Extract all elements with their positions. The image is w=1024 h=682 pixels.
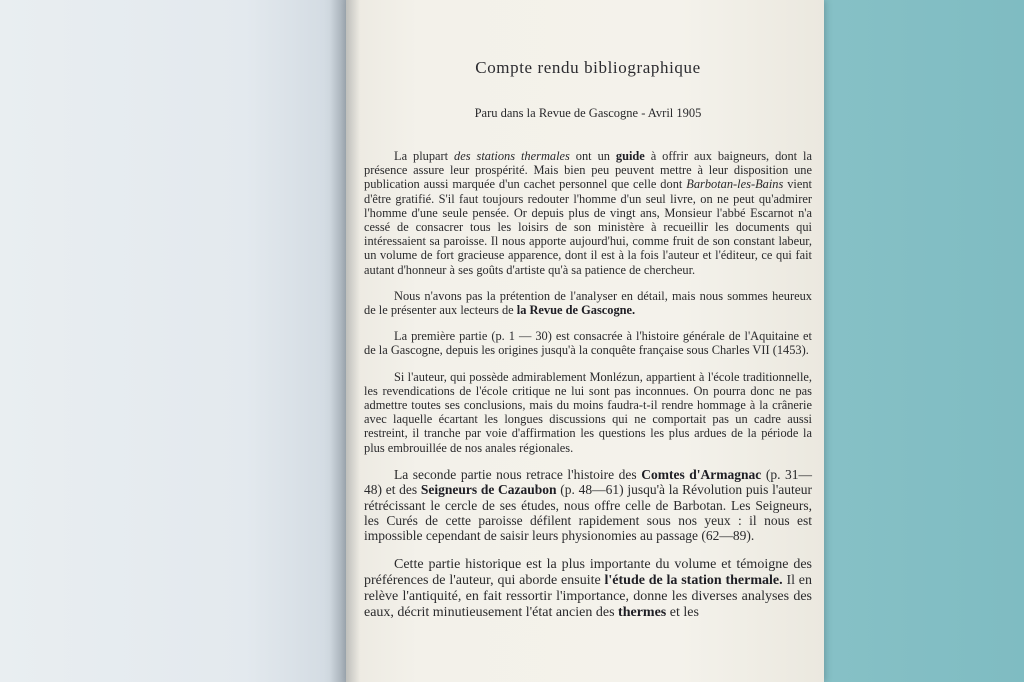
text-run: et les [666, 604, 699, 620]
text-run: (p. 31—48) et des [364, 466, 812, 498]
bold-text: thermes [618, 604, 667, 620]
paragraph-2 [364, 289, 812, 317]
paragraph-6 [364, 557, 812, 621]
paragraph-3 [364, 329, 812, 357]
page-text-block [364, 58, 812, 633]
book-gutter [330, 0, 360, 682]
page-title: Compte rendu bibliographique [475, 58, 701, 77]
left-page [0, 0, 352, 682]
text-run: Nous n'avons pas la prétention de l'analyser en détail, mais nous sommes heureux de le présenter aux lecteurs de [364, 288, 812, 318]
text-run: vient d'être gratifié. S'il faut toujours redouter l'homme d'un seul livre, on ne peut qu'admirer l'homme d'une seule pensée. Or depuis plus de vingt ans, Monsieur l'abbé Escarnot n'a cessé de consacrer tous les loisirs de son ministère à recueillir les documents qui intéressaient sa paroisse. Il nous apporte aujourd'hui, comme fruit de son constant labeur, un volume de fort gracieuse apparence, dont il est à la fois l'auteur et l'éditeur, ce qui fait autant d'honneur à ses goûts d'artiste qu'à sa patience de chercheur. [364, 177, 812, 277]
paragraph-1 [364, 149, 812, 277]
italic-text: Barbotan-les-Bains [686, 177, 784, 192]
text-run: La seconde partie nous retrace l'histoire des [394, 466, 642, 482]
text-run: Si l'auteur, qui possède admirablement Monlézun, appartient à l'école traditionnelle, les revendications de l'école critique ne lui sont pas inconnues. On pourra donc ne pas admettre toutes ses conclusions, mais du moins faudra-t-il rendre hommage à la crânerie avec laquelle écartant les longues discussions qui ne comportait pas un cadre aussi restreint, il tranche par voie d'affirmation les questions les plus ardues de la période la plus embrouillée de nos anales régionales. [364, 369, 812, 455]
bold-text: l'étude de la station thermale. [604, 572, 783, 588]
paragraph-4 [364, 370, 812, 455]
paragraph-5 [364, 467, 812, 544]
text-run: à offrir aux baigneurs, dont la présence assure leur prospérité. Mais bien peu peuvent mettre à leur disposition une publication aussi marquée d'un cachet personnel que celle dont [364, 149, 812, 192]
bold-text: Comtes d'Armagnac [641, 466, 762, 482]
italic-text: des stations thermales [454, 149, 570, 163]
bold-text: guide [615, 149, 645, 163]
bold-text: la Revue de Gascogne. [516, 303, 636, 318]
text-run: La plupart [394, 149, 455, 163]
page-subtitle: Paru dans la Revue de Gascogne - Avril 1905 [474, 106, 702, 120]
text-run: Cette partie historique est la plus importante du volume et témoigne des préférences de l'auteur, qui aborde ensuite [364, 556, 812, 588]
text-run: Il en relève l'antiquité, en fait ressortir l'importance, donne les diverses analyses des eaux, décrit minutieusement l'état ancien des [364, 572, 813, 620]
text-run: La première partie (p. 1 — 30) est consacrée à l'histoire générale de l'Aquitaine et de la Gascogne, depuis les origines jusqu'à la conquête française sous Charles VII (1453). [364, 329, 812, 358]
bold-text: Seigneurs de Cazaubon [420, 482, 557, 498]
text-run: (p. 48—61) jusqu'à la Révolution puis l'auteur rétrécissant le cercle de ses études, nous offre celle de Barbotan. Les Seigneurs, les Curés de cette paroisse défilent rapidement sous nos yeux : il nous est impossible cependant de saisir leurs physionomies au passage (62—89). [364, 482, 812, 544]
text-run: ont un [569, 149, 616, 163]
